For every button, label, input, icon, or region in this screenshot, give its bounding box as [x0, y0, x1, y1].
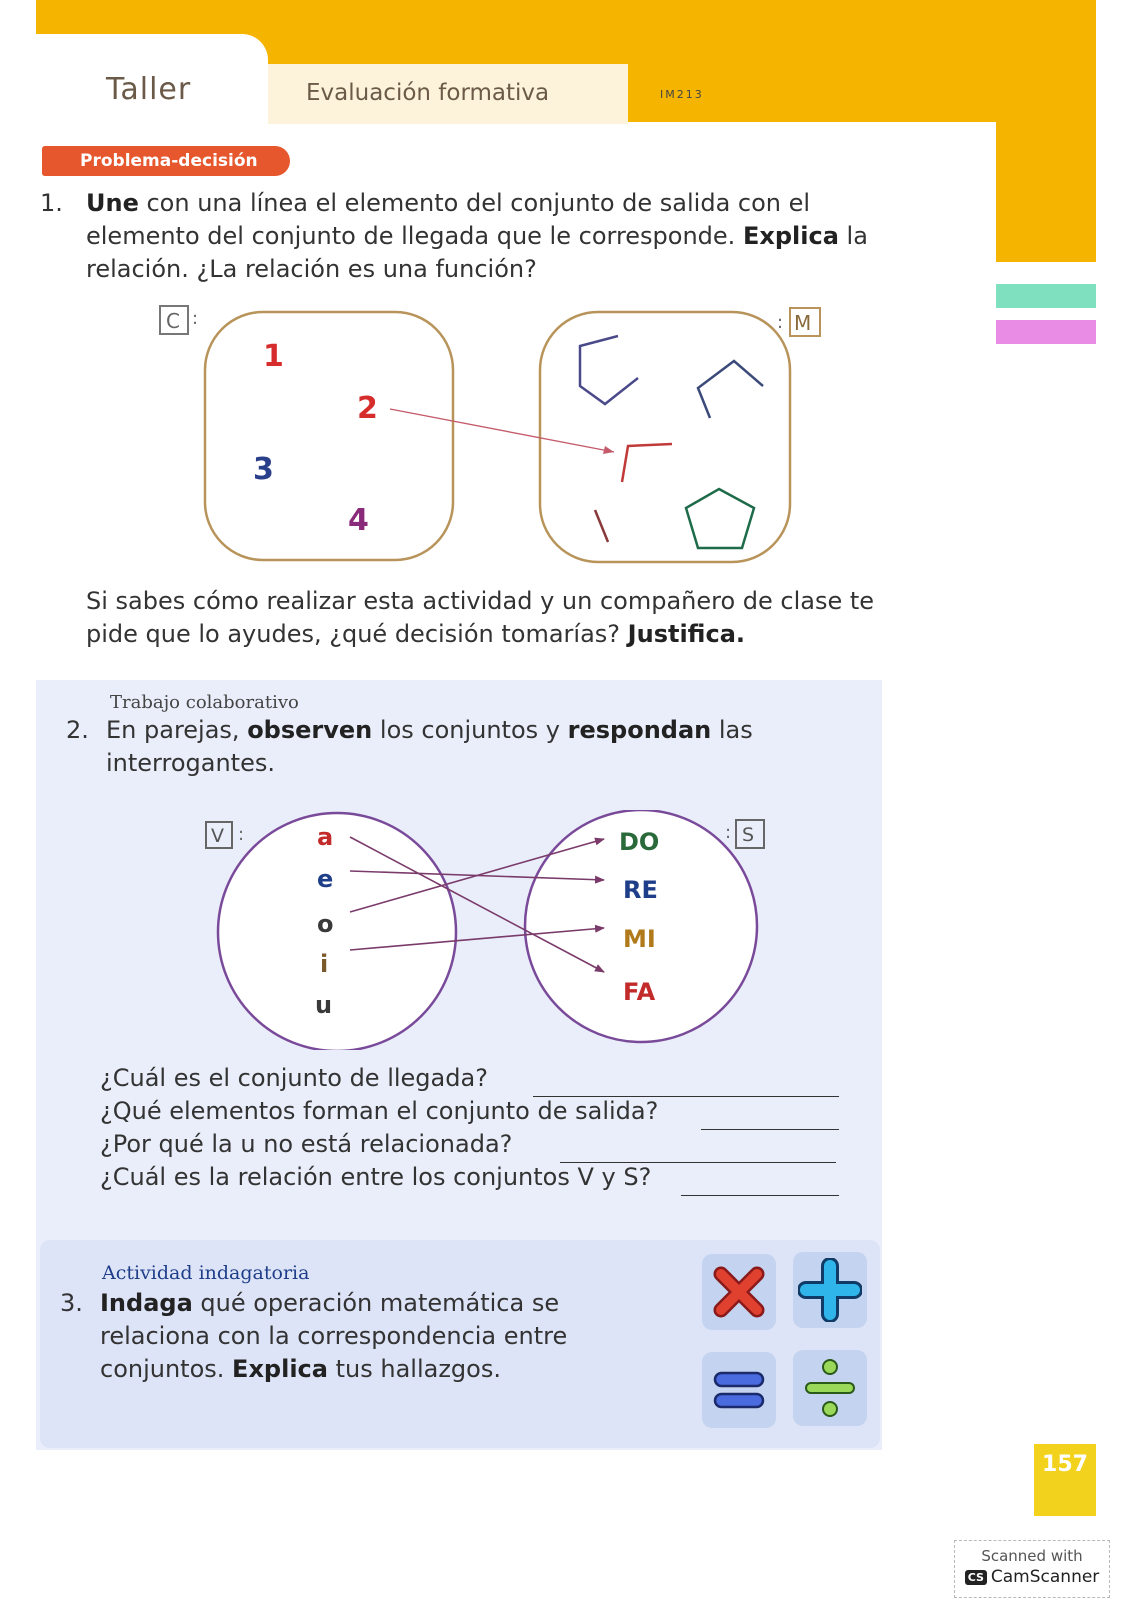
set-c-element: 2 [357, 391, 378, 426]
set-s-element: RE [623, 876, 658, 904]
set-s-label: S [742, 824, 755, 846]
q1-number: 1. [40, 189, 63, 217]
plus-icon [798, 1258, 862, 1322]
set-c-element: 3 [253, 452, 274, 487]
set-v-element: o [317, 910, 334, 938]
q2-question-2: ¿Qué elementos forman el conjunto de salida? [100, 1097, 659, 1125]
set-s-element: FA [623, 978, 656, 1006]
set-c-colon: : [192, 308, 199, 329]
equals-icon [711, 1365, 767, 1415]
answer-field-2[interactable] [701, 1103, 839, 1130]
scanner-watermark [954, 1540, 1110, 1598]
side-tab-green [996, 284, 1096, 308]
camscanner-logo-icon: CS [965, 1570, 987, 1585]
tab-evaluacion-label: Evaluación formativa [306, 80, 550, 106]
q2-text [106, 714, 866, 780]
divide-tile [793, 1350, 867, 1426]
q1-followup-body: Si sabes cómo realizar esta actividad y un compañero de clase te pide que lo ayudes, ¿qué decisión tomarías? [86, 587, 875, 648]
scanner-brand [955, 1567, 1109, 1587]
q1-verb: Une [86, 189, 139, 217]
page-number: 157 [1034, 1444, 1096, 1516]
q2-verb-observe: observen [247, 716, 373, 744]
q1-tail: la relación. ¿La relación es una función? [86, 222, 868, 283]
answer-field-4[interactable] [681, 1169, 839, 1196]
q3-body: qué operación matemática se relaciona con la correspondencia entre conjuntos. [100, 1289, 568, 1383]
set-v-element: e [317, 865, 334, 893]
q1-explain: Explica [742, 222, 839, 250]
set-c-element: 4 [348, 503, 369, 538]
q1-followup [86, 585, 876, 651]
q1-justify: Justifica. [627, 620, 745, 648]
set-v-element: u [315, 991, 333, 1019]
sets-v-s-diagram [190, 810, 810, 1050]
set-c-boundary [205, 312, 453, 560]
set-m-label: M [794, 311, 812, 335]
q2-question-3: ¿Por qué la u no está relacionada? [100, 1130, 513, 1158]
q1-body: con una línea el elemento del conjunto de salida con el elemento del conjunto de llegada que le corresponde. [86, 189, 811, 250]
set-m-boundary [540, 312, 790, 562]
set-c-label: C [166, 309, 180, 333]
set-c-element: 1 [263, 339, 284, 374]
q2-body-b: los conjuntos y [372, 716, 568, 744]
side-tab-pink [996, 320, 1096, 344]
plus-tile [793, 1252, 867, 1328]
section-badge: Problema-decisión [42, 146, 290, 176]
divide-icon [802, 1355, 858, 1421]
q2-subheading: Trabajo colaborativo [110, 692, 299, 713]
q2-body-a: En parejas, [106, 716, 248, 744]
q3-number: 3. [60, 1289, 83, 1317]
q2-number: 2. [66, 716, 89, 744]
tab-taller-label: Taller [106, 72, 192, 107]
set-s-element: DO [619, 828, 660, 856]
set-v-boundary [218, 813, 456, 1050]
set-v-element: i [320, 950, 329, 978]
multiply-icon [709, 1262, 769, 1322]
q2-question-1: ¿Cuál es el conjunto de llegada? [100, 1064, 488, 1092]
set-v-element: a [317, 823, 334, 851]
multiply-tile [702, 1254, 776, 1330]
set-m-colon: : [777, 312, 784, 333]
q3-subheading: Actividad indagatoria [102, 1262, 310, 1284]
scanner-line1: Scanned with [981, 1547, 1083, 1565]
q3-tail: tus hallazgos. [327, 1355, 501, 1383]
equals-tile [702, 1352, 776, 1428]
set-s-colon: : [725, 822, 732, 843]
sets-c-m-diagram [150, 296, 850, 576]
set-v-colon: : [238, 824, 245, 845]
q2-body-c: las interrogantes. [106, 716, 753, 777]
q1-text [86, 187, 876, 286]
set-s-element: MI [623, 925, 656, 953]
q2-question-4: ¿Cuál es la relación entre los conjuntos V y S? [100, 1163, 652, 1191]
set-v-label: V [211, 825, 224, 847]
q3-explain: Explica [232, 1355, 328, 1383]
answer-field-1[interactable] [533, 1070, 839, 1097]
q3-text [100, 1287, 660, 1386]
answer-field-3[interactable] [560, 1136, 836, 1163]
q3-verb-inquire: Indaga [100, 1289, 193, 1317]
scanner-line2: CamScanner [990, 1567, 1100, 1587]
q2-verb-answer: respondan [567, 716, 712, 744]
page-code: IM213 [660, 88, 704, 101]
